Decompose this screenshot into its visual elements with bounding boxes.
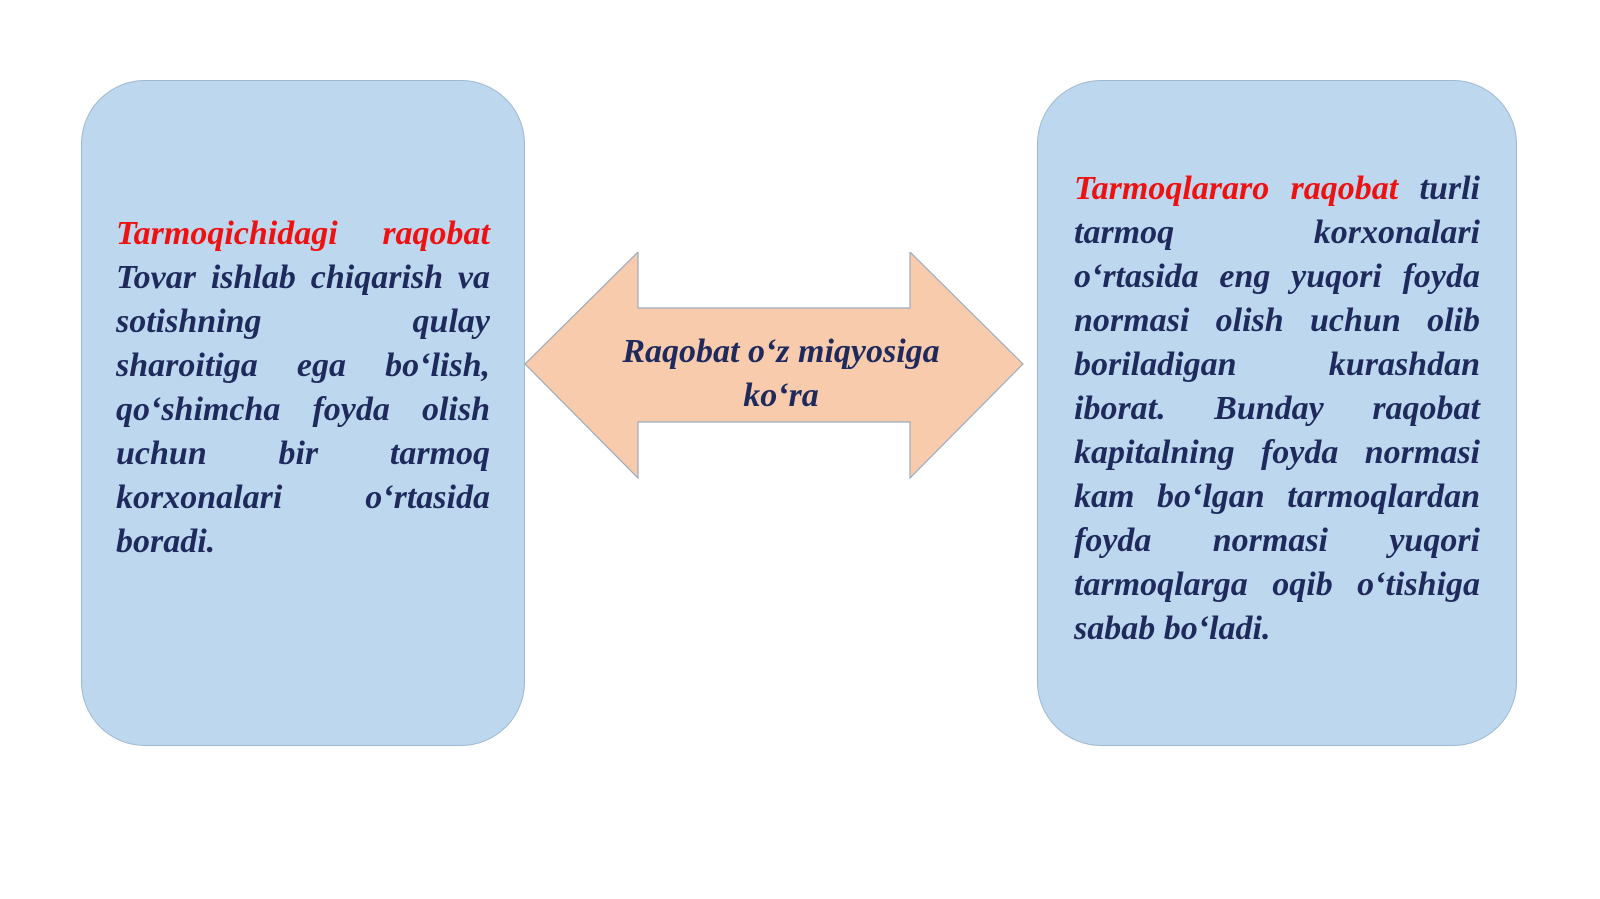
right-box-text (1074, 167, 1480, 651)
right-box-heading: Tarmoqlararo raqobat (1074, 170, 1399, 207)
left-box-heading: Tarmoqichidagi raqobat (116, 215, 490, 252)
left-box-text (116, 212, 490, 564)
left-box-body: Tovar ishlab chiqarish va sotishning qulay sharoitiga ega bo‘lish, qo‘shimcha foyda olish uchun bir tarmoq korxonalari o‘rtasida boradi. (116, 259, 490, 560)
left-concept-box (81, 80, 525, 746)
right-concept-box (1037, 80, 1517, 746)
arrow-label: Raqobat o‘z miqyosiga ko‘ra (622, 333, 940, 414)
right-box-body: turli tarmoq korxonalari o‘rtasida eng yuqori foyda normasi olish uchun olib boriladigan kurashdan iborat. Bunday raqobat kapitalning foyda normasi kam bo‘lgan tarmoqlardan foyda normasi yuqori tarmoqlarga oqib o‘tishiga sabab bo‘ladi. (1074, 170, 1480, 647)
